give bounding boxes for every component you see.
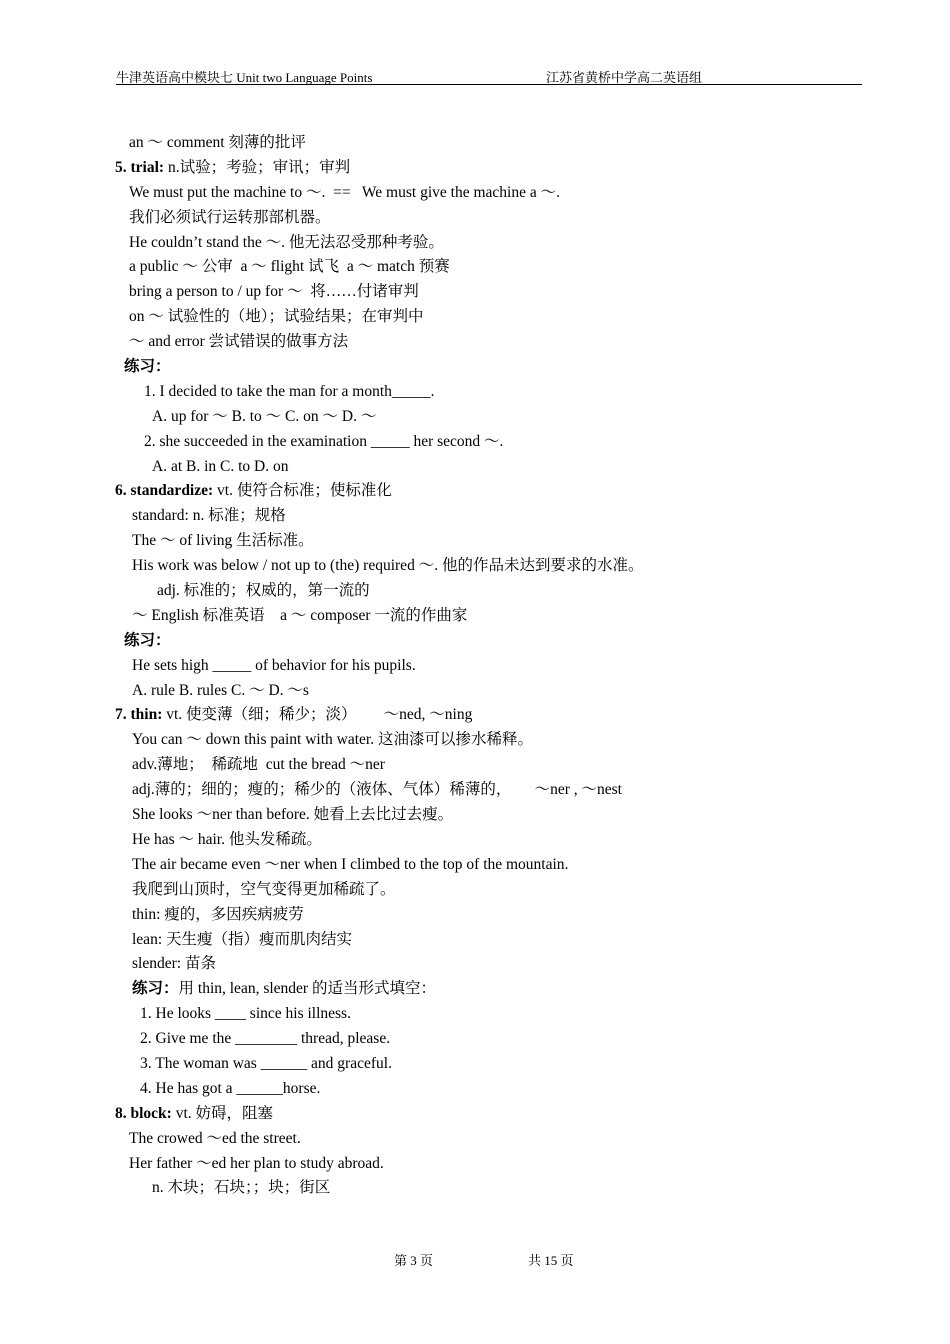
line-text: ～ English 标准英语 a ～ composer 一流的作曲家 <box>132 606 468 624</box>
line-text: lean: 天生瘦（指）瘦而肌肉结实 <box>132 930 352 948</box>
text-line <box>115 554 855 579</box>
text-line <box>115 1027 855 1052</box>
line-text: n.试验；考验；审讯；审判 <box>164 158 351 176</box>
line-text: an ～ comment 刻薄的批评 <box>129 134 306 151</box>
document-body <box>115 131 855 1201</box>
line-text: The air became even ～ner when I climbed to the top of the mountain. <box>132 855 569 873</box>
line-text: 4. He has got a ______horse. <box>140 1079 321 1097</box>
text-line <box>115 231 855 256</box>
section-heading: 练习： <box>132 980 179 998</box>
text-line <box>115 654 855 679</box>
section-heading: 6. standardize: <box>115 482 214 500</box>
line-text: 我爬到山顶时，空气变得更加稀疏了。 <box>132 880 396 898</box>
text-line <box>115 529 855 554</box>
line-text: ～ and error 尝试错误的做事方法 <box>129 333 349 351</box>
line-text: He sets high _____ of behavior for his pupils. <box>132 656 416 674</box>
text-line <box>115 629 855 654</box>
line-text: adj. 标准的；权威的，第一流的 <box>157 582 370 600</box>
section-heading: 8. block: <box>115 1104 172 1122</box>
text-line <box>115 206 855 231</box>
text-line <box>115 131 855 156</box>
text-line <box>115 1176 855 1201</box>
line-text: He has ～ hair. 他头发稀疏。 <box>132 830 322 848</box>
line-text: 2. she succeeded in the examination _____ her second ～. <box>144 432 504 450</box>
text-line <box>115 455 855 480</box>
text-line <box>115 728 855 753</box>
text-line <box>115 828 855 853</box>
text-line <box>115 504 855 529</box>
text-line <box>115 1052 855 1077</box>
page-header <box>116 66 862 85</box>
line-text: A. up for ～ B. to ～ C. on ～ D. ～ <box>152 407 377 425</box>
line-text: thin: 瘦的，多因疾病疲劳 <box>132 905 304 923</box>
text-line <box>115 903 855 928</box>
line-text: You can ～ down this paint with water. 这油漆可以掺水稀释。 <box>132 731 533 749</box>
text-line <box>115 878 855 903</box>
line-text: 我们必须试行运转那部机器。 <box>129 208 331 226</box>
text-line <box>115 1102 855 1127</box>
text-line <box>115 255 855 280</box>
line-text: 1. He looks ____ since his illness. <box>140 1005 351 1023</box>
text-line <box>115 330 855 355</box>
text-line <box>115 853 855 878</box>
line-text: He couldn’t stand the ～. 他无法忍受那种考验。 <box>129 233 444 251</box>
text-line <box>115 405 855 430</box>
line-text: The ～ of living 生活标准。 <box>132 532 314 550</box>
text-line <box>115 928 855 953</box>
line-text: His work was below / not up to (the) required ～. 他的作品未达到要求的水准。 <box>132 557 644 575</box>
line-text: 1. I decided to take the man for a month_____. <box>144 382 435 400</box>
text-line <box>115 604 855 629</box>
section-heading: 7. thin: <box>115 706 163 724</box>
page-number: 第 3 页 <box>394 1253 434 1268</box>
line-text: Her father ～ed her plan to study abroad. <box>129 1154 384 1172</box>
section-heading: 练习： <box>124 358 171 376</box>
line-text: slender: 苗条 <box>132 955 216 973</box>
text-line <box>115 1152 855 1177</box>
section-heading: 练习： <box>124 631 171 649</box>
text-line <box>115 1002 855 1027</box>
line-text: The crowed ～ed the street. <box>129 1129 301 1147</box>
text-line <box>115 355 855 380</box>
page-total: 共 15 页 <box>528 1253 574 1268</box>
line-text: adv.薄地； 稀疏地 cut the bread ～ner <box>132 756 385 774</box>
line-text: n. 木块；石块；；块；街区 <box>152 1179 331 1197</box>
text-line <box>115 579 855 604</box>
text-line <box>115 977 855 1002</box>
text-line <box>115 430 855 455</box>
section-heading: 5. trial: <box>115 158 165 176</box>
line-text: standard: n. 标准；规格 <box>132 507 286 525</box>
line-text: on ～ 试验性的（地）；试验结果；在审判中 <box>129 308 424 326</box>
line-text: 3. The woman was ______ and graceful. <box>140 1054 392 1072</box>
line-text: a public ～ 公审 a ～ flight 试飞 a ～ match 预赛 <box>129 258 450 276</box>
header-title: 牛津英语高中模块七 Unit two Language Points <box>116 70 373 85</box>
text-line <box>115 305 855 330</box>
line-text: We must put the machine to ～. == We must give the machine a ～. <box>129 183 560 201</box>
text-line <box>115 1077 855 1102</box>
text-line <box>115 753 855 778</box>
text-line <box>115 703 855 728</box>
text-line <box>115 380 855 405</box>
line-text: bring a person to / up for ～ 将……付诸审判 <box>129 283 419 301</box>
line-text: 2. Give me the ________ thread, please. <box>140 1030 391 1048</box>
text-line <box>115 778 855 803</box>
text-line <box>115 952 855 977</box>
line-text: She looks ～ner than before. 她看上去比过去瘦。 <box>132 806 454 824</box>
text-line <box>115 181 855 206</box>
text-line <box>115 156 855 181</box>
text-line <box>115 679 855 704</box>
text-line <box>115 803 855 828</box>
line-text: vt. 妨碍，阻塞 <box>171 1104 274 1122</box>
header-school: 江苏省黄桥中学高二英语组 <box>546 70 703 85</box>
line-text: adj.薄的；细的；瘦的；稀少的（液体、气体）稀薄的， ～ner , ～nest <box>132 781 622 799</box>
text-line <box>115 479 855 504</box>
line-text: A. at B. in C. to D. on <box>152 457 289 475</box>
line-text: vt. 使符合标准；使标准化 <box>213 482 392 500</box>
text-line <box>115 1127 855 1152</box>
line-text: 用 thin, lean, slender 的适当形式填空： <box>178 980 436 998</box>
text-line <box>115 280 855 305</box>
line-text: vt. 使变薄（细；稀少；淡） ～ned, ～ning <box>162 706 473 724</box>
line-text: A. rule B. rules C. ～ D. ～s <box>132 681 309 699</box>
